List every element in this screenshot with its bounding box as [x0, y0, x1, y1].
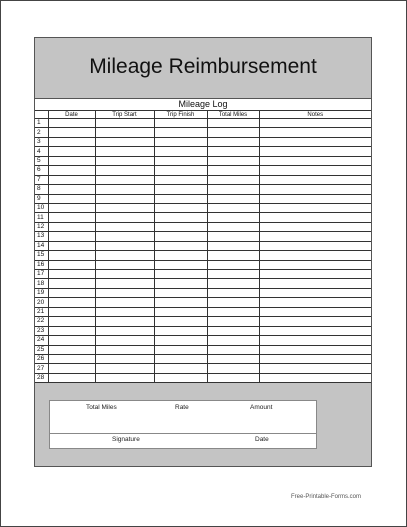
- trip-start-cell[interactable]: [95, 298, 154, 307]
- trip-start-cell[interactable]: [95, 251, 154, 260]
- date-cell[interactable]: [48, 345, 95, 354]
- date-cell[interactable]: [48, 279, 95, 288]
- table-row: [35, 298, 371, 307]
- notes-cell[interactable]: [259, 354, 371, 363]
- trip-start-cell[interactable]: [95, 279, 154, 288]
- date-label: Date: [255, 436, 269, 443]
- log-body: [35, 119, 371, 383]
- date-cell[interactable]: [48, 156, 95, 165]
- notes-cell[interactable]: [259, 232, 371, 241]
- row-number: 8: [35, 185, 48, 194]
- trip-finish-cell[interactable]: [154, 137, 207, 146]
- summary-box: [49, 400, 317, 449]
- signature-label: Signature: [112, 436, 140, 443]
- total-miles-cell[interactable]: [207, 175, 259, 184]
- table-row: [35, 185, 371, 194]
- notes-cell[interactable]: [259, 203, 371, 212]
- trip-finish-cell[interactable]: [154, 270, 207, 279]
- date-cell[interactable]: [48, 166, 95, 175]
- trip-start-cell[interactable]: [95, 194, 154, 203]
- trip-finish-cell[interactable]: [154, 166, 207, 175]
- row-number: 7: [35, 175, 48, 184]
- total-miles-cell[interactable]: [207, 156, 259, 165]
- row-number: 14: [35, 241, 48, 250]
- mileage-log: [35, 99, 371, 383]
- total-miles-cell[interactable]: [207, 260, 259, 269]
- notes-cell[interactable]: [259, 307, 371, 316]
- row-number: 26: [35, 354, 48, 363]
- rate-label: Rate: [175, 404, 189, 411]
- table-row: [35, 128, 371, 137]
- trip-finish-cell[interactable]: [154, 326, 207, 335]
- column-header-notes: Notes: [259, 111, 371, 119]
- total-miles-cell[interactable]: [207, 241, 259, 250]
- notes-cell[interactable]: [259, 364, 371, 373]
- trip-start-cell[interactable]: [95, 288, 154, 297]
- table-row: [35, 307, 371, 316]
- trip-start-cell[interactable]: [95, 166, 154, 175]
- notes-cell[interactable]: [259, 373, 371, 382]
- date-cell[interactable]: [48, 147, 95, 156]
- total-miles-cell[interactable]: [207, 288, 259, 297]
- trip-start-cell[interactable]: [95, 364, 154, 373]
- trip-finish-cell[interactable]: [154, 156, 207, 165]
- trip-finish-cell[interactable]: [154, 128, 207, 137]
- total-miles-cell[interactable]: [207, 317, 259, 326]
- date-cell[interactable]: [48, 307, 95, 316]
- date-cell[interactable]: [48, 137, 95, 146]
- notes-cell[interactable]: [259, 270, 371, 279]
- table-row: [35, 147, 371, 156]
- trip-start-cell[interactable]: [95, 185, 154, 194]
- row-number: 1: [35, 119, 48, 128]
- total-miles-cell[interactable]: [207, 364, 259, 373]
- trip-finish-cell[interactable]: [154, 317, 207, 326]
- total-miles-cell[interactable]: [207, 147, 259, 156]
- total-miles-cell[interactable]: [207, 137, 259, 146]
- total-miles-cell[interactable]: [207, 251, 259, 260]
- trip-finish-cell[interactable]: [154, 147, 207, 156]
- table-row: [35, 232, 371, 241]
- row-number: 12: [35, 222, 48, 231]
- row-number: 19: [35, 288, 48, 297]
- column-header-total-miles: Total Miles: [207, 111, 259, 119]
- trip-start-cell[interactable]: [95, 317, 154, 326]
- date-cell[interactable]: [48, 260, 95, 269]
- date-cell[interactable]: [48, 251, 95, 260]
- title-band: [35, 38, 371, 99]
- trip-start-cell[interactable]: [95, 241, 154, 250]
- trip-finish-cell[interactable]: [154, 288, 207, 297]
- trip-finish-cell[interactable]: [154, 279, 207, 288]
- table-row: [35, 317, 371, 326]
- trip-finish-cell[interactable]: [154, 364, 207, 373]
- notes-cell[interactable]: [259, 137, 371, 146]
- table-row: [35, 137, 371, 146]
- notes-cell[interactable]: [259, 317, 371, 326]
- row-number: 2: [35, 128, 48, 137]
- trip-start-cell[interactable]: [95, 222, 154, 231]
- date-cell[interactable]: [48, 317, 95, 326]
- trip-finish-cell[interactable]: [154, 241, 207, 250]
- trip-finish-cell[interactable]: [154, 307, 207, 316]
- date-cell[interactable]: [48, 364, 95, 373]
- table-row: [35, 288, 371, 297]
- trip-finish-cell[interactable]: [154, 222, 207, 231]
- date-cell[interactable]: [48, 354, 95, 363]
- date-cell[interactable]: [48, 326, 95, 335]
- notes-cell[interactable]: [259, 326, 371, 335]
- trip-finish-cell[interactable]: [154, 203, 207, 212]
- date-cell[interactable]: [48, 194, 95, 203]
- notes-cell[interactable]: [259, 213, 371, 222]
- date-cell[interactable]: [48, 213, 95, 222]
- notes-cell[interactable]: [259, 288, 371, 297]
- trip-start-cell[interactable]: [95, 270, 154, 279]
- total-miles-cell[interactable]: [207, 222, 259, 231]
- total-miles-cell[interactable]: [207, 345, 259, 354]
- total-miles-cell[interactable]: [207, 128, 259, 137]
- trip-start-cell[interactable]: [95, 175, 154, 184]
- column-header-date: Date: [48, 111, 95, 119]
- table-row: [35, 213, 371, 222]
- table-row: [35, 175, 371, 184]
- row-number: 10: [35, 203, 48, 212]
- notes-cell[interactable]: [259, 185, 371, 194]
- total-miles-label: Total Miles: [86, 404, 117, 411]
- date-cell[interactable]: [48, 203, 95, 212]
- date-cell[interactable]: [48, 336, 95, 345]
- table-row: [35, 241, 371, 250]
- row-number: 6: [35, 166, 48, 175]
- row-number: 25: [35, 345, 48, 354]
- notes-cell[interactable]: [259, 260, 371, 269]
- total-miles-cell[interactable]: [207, 373, 259, 382]
- table-row: [35, 336, 371, 345]
- total-miles-cell[interactable]: [207, 270, 259, 279]
- table-row: [35, 194, 371, 203]
- trip-start-cell[interactable]: [95, 345, 154, 354]
- row-number: 13: [35, 232, 48, 241]
- table-row: [35, 326, 371, 335]
- total-miles-cell[interactable]: [207, 203, 259, 212]
- row-number: 24: [35, 336, 48, 345]
- trip-finish-cell[interactable]: [154, 354, 207, 363]
- total-miles-cell[interactable]: [207, 326, 259, 335]
- table-row: [35, 345, 371, 354]
- notes-cell[interactable]: [259, 279, 371, 288]
- table-row: [35, 364, 371, 373]
- notes-cell[interactable]: [259, 298, 371, 307]
- total-miles-cell[interactable]: [207, 336, 259, 345]
- row-number: 20: [35, 298, 48, 307]
- table-row: [35, 251, 371, 260]
- footer-credit: Free-Printable-Forms.com: [291, 494, 362, 500]
- row-number: 28: [35, 373, 48, 382]
- notes-cell[interactable]: [259, 336, 371, 345]
- table-row: [35, 203, 371, 212]
- notes-cell[interactable]: [259, 128, 371, 137]
- total-miles-cell[interactable]: [207, 166, 259, 175]
- mileage-log-table: [35, 111, 371, 383]
- trip-finish-cell[interactable]: [154, 175, 207, 184]
- table-row: [35, 222, 371, 231]
- trip-finish-cell[interactable]: [154, 251, 207, 260]
- trip-start-cell[interactable]: [95, 260, 154, 269]
- date-cell[interactable]: [48, 298, 95, 307]
- date-cell[interactable]: [48, 288, 95, 297]
- notes-cell[interactable]: [259, 147, 371, 156]
- total-miles-cell[interactable]: [207, 232, 259, 241]
- total-miles-cell[interactable]: [207, 279, 259, 288]
- trip-start-cell[interactable]: [95, 336, 154, 345]
- trip-finish-cell[interactable]: [154, 373, 207, 382]
- row-number: 4: [35, 147, 48, 156]
- row-number: 27: [35, 364, 48, 373]
- column-header: [35, 111, 48, 119]
- table-row: [35, 166, 371, 175]
- date-cell[interactable]: [48, 241, 95, 250]
- trip-start-cell[interactable]: [95, 213, 154, 222]
- notes-cell[interactable]: [259, 241, 371, 250]
- trip-finish-cell[interactable]: [154, 194, 207, 203]
- table-row: [35, 373, 371, 382]
- table-header-row: [35, 111, 371, 119]
- total-miles-cell[interactable]: [207, 307, 259, 316]
- mileage-log-heading: Mileage Log: [35, 99, 371, 111]
- date-cell[interactable]: [48, 232, 95, 241]
- trip-finish-cell[interactable]: [154, 298, 207, 307]
- trip-start-cell[interactable]: [95, 156, 154, 165]
- row-number: 3: [35, 137, 48, 146]
- trip-finish-cell[interactable]: [154, 232, 207, 241]
- row-number: 9: [35, 194, 48, 203]
- trip-start-cell[interactable]: [95, 354, 154, 363]
- notes-cell[interactable]: [259, 222, 371, 231]
- total-miles-cell[interactable]: [207, 213, 259, 222]
- trip-start-cell[interactable]: [95, 128, 154, 137]
- trip-finish-cell[interactable]: [154, 336, 207, 345]
- trip-finish-cell[interactable]: [154, 345, 207, 354]
- date-cell[interactable]: [48, 270, 95, 279]
- row-number: 16: [35, 260, 48, 269]
- total-miles-cell[interactable]: [207, 194, 259, 203]
- notes-cell[interactable]: [259, 175, 371, 184]
- trip-start-cell[interactable]: [95, 137, 154, 146]
- form-title: Mileage Reimbursement: [89, 55, 317, 78]
- form-sheet: [34, 37, 372, 467]
- date-cell[interactable]: [48, 222, 95, 231]
- trip-start-cell[interactable]: [95, 373, 154, 382]
- table-row: [35, 279, 371, 288]
- row-number: 15: [35, 251, 48, 260]
- table-row: [35, 354, 371, 363]
- date-cell[interactable]: [48, 185, 95, 194]
- date-cell[interactable]: [48, 373, 95, 382]
- summary-row: [50, 401, 316, 434]
- trip-finish-cell[interactable]: [154, 185, 207, 194]
- trip-start-cell[interactable]: [95, 326, 154, 335]
- notes-cell[interactable]: [259, 119, 371, 128]
- notes-cell[interactable]: [259, 156, 371, 165]
- column-header-trip-start: Trip Start: [95, 111, 154, 119]
- row-number: 22: [35, 317, 48, 326]
- trip-finish-cell[interactable]: [154, 119, 207, 128]
- trip-finish-cell[interactable]: [154, 213, 207, 222]
- amount-label: Amount: [250, 404, 273, 411]
- date-cell[interactable]: [48, 119, 95, 128]
- trip-start-cell[interactable]: [95, 307, 154, 316]
- table-row: [35, 260, 371, 269]
- table-row: [35, 270, 371, 279]
- total-miles-cell[interactable]: [207, 185, 259, 194]
- date-cell[interactable]: [48, 175, 95, 184]
- row-number: 11: [35, 213, 48, 222]
- notes-cell[interactable]: [259, 194, 371, 203]
- total-miles-cell[interactable]: [207, 354, 259, 363]
- row-number: 5: [35, 156, 48, 165]
- row-number: 21: [35, 307, 48, 316]
- total-miles-cell[interactable]: [207, 119, 259, 128]
- row-number: 23: [35, 326, 48, 335]
- row-number: 18: [35, 279, 48, 288]
- trip-finish-cell[interactable]: [154, 260, 207, 269]
- trip-start-cell[interactable]: [95, 232, 154, 241]
- trip-start-cell[interactable]: [95, 147, 154, 156]
- trip-start-cell[interactable]: [95, 203, 154, 212]
- trip-start-cell[interactable]: [95, 119, 154, 128]
- row-number: 17: [35, 270, 48, 279]
- notes-cell[interactable]: [259, 345, 371, 354]
- notes-cell[interactable]: [259, 166, 371, 175]
- notes-cell[interactable]: [259, 251, 371, 260]
- table-row: [35, 156, 371, 165]
- column-header-trip-finish: Trip Finish: [154, 111, 207, 119]
- date-cell[interactable]: [48, 128, 95, 137]
- total-miles-cell[interactable]: [207, 298, 259, 307]
- table-row: [35, 119, 371, 128]
